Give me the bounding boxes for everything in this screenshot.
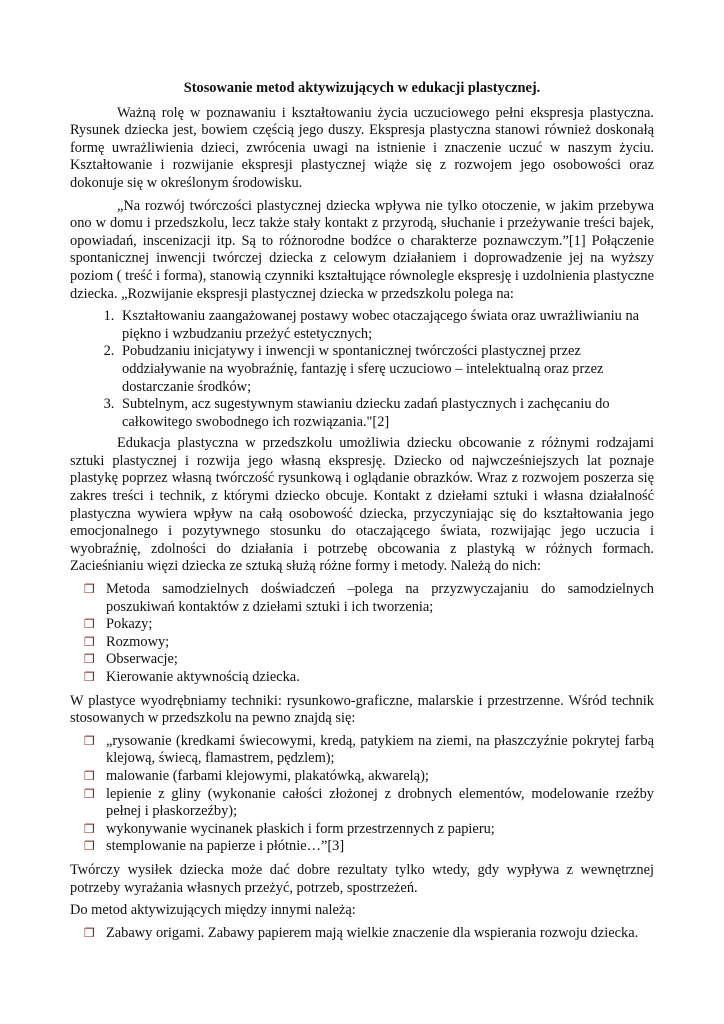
document-page xyxy=(70,80,654,948)
methods-list xyxy=(70,581,654,687)
checkbox-bullet-icon: ❒ xyxy=(84,634,95,649)
numbered-list-item: 2. Pobudzaniu inicjatywy i inwencji w spontanicznej twórczości plastycznej przez oddziaływanie na wyobraźnię, fantazję i sferę uczuciowo – intelektualną oraz przez dostarczanie środków; xyxy=(118,343,654,396)
checkbox-bullet-icon: ❒ xyxy=(84,768,95,783)
list-item xyxy=(70,821,654,839)
checkbox-bullet-icon: ❒ xyxy=(84,670,95,684)
list-item xyxy=(70,838,654,856)
list-item xyxy=(70,786,654,821)
list-item-text: Obserwacje; xyxy=(106,651,178,668)
list-item xyxy=(70,581,654,616)
list-item-text: Rozmowy; xyxy=(106,633,170,650)
checkbox-bullet-icon: ❒ xyxy=(84,839,95,854)
list-item xyxy=(70,768,654,786)
list-item xyxy=(70,669,654,687)
checkbox-bullet-icon: ❒ xyxy=(84,733,95,748)
list-item xyxy=(70,733,654,768)
checkbox-bullet-icon: ❒ xyxy=(84,582,95,597)
list-item-text: malowanie (farbami klejowymi, plakatówką, akwarelą); xyxy=(106,767,429,784)
checkbox-bullet-icon: ❒ xyxy=(84,925,95,940)
list-item-text: Pokazy; xyxy=(106,616,153,633)
techniques-list xyxy=(70,733,654,856)
numbered-list xyxy=(70,308,654,431)
numbered-list-item: 1. Kształtowaniu zaangażowanej postawy wobec otaczającego świata oraz uwrażliwianiu na piękno i wzbudzaniu przeżyć estetycznych; xyxy=(118,308,654,343)
list-item xyxy=(70,925,654,943)
list-item-text: stemplowanie na papierze i płótnie…”[3] xyxy=(106,838,345,855)
list-item-text: Metoda samodzielnych doświadczeń –polega na przyzwyczajaniu do samodzielnych poszukiwań kontaktów z dziełami sztuki i ich tworzenia; xyxy=(106,581,654,615)
checkbox-bullet-icon: ❒ xyxy=(84,652,95,667)
list-item-text: lepienie z gliny (wykonanie całości złożonej z drobnych elementów, modelowanie rzeźby pełnej i płaskorzeźby); xyxy=(106,785,654,820)
paragraph-education: Edukacja plastyczna w przedszkolu umożliwia dziecku obcowanie z różnymi rodzajami sztuki plastycznej i rozwija jego własną ekspresję. Dziecko od najwcześniejszych lat poznaje plastykę poprzez własną twórczość rysunkową i oglądanie obrazków. Wraz z rozwojem poszerza się zakres treści i technik, z którymi dziecko obcuje. Kontakt z dziełami sztuki i własna działalność plastyczna wywiera wpływ na całą osobowość dziecka, przyczyniając się do kształtowania jego emocjonalnego i pozytywnego stosunku do otaczającego świata, rozwijając jego uczucia i wyobraźnię, zdolności do działania i potrzebę obcowania z plastyką w różnych formach. Zacieśnianiu więzi dziecka ze sztuką służą różne formy i metody. Należą do nich: xyxy=(70,435,654,575)
numbered-list-item: 3. Subtelnym, acz sugestywnym stawianiu dziecku zadań plastycznych i zachęcaniu do całkowitego swobodnego ich rozwiązania."[2] xyxy=(118,396,654,431)
paragraph-techniques: W plastyce wyodrębniamy techniki: rysunkowo-graficzne, malarskie i przestrzenne. Wśród technik stosowanych w przedszkolu na pewno znajdą się: xyxy=(70,692,654,727)
checkbox-bullet-icon: ❒ xyxy=(84,821,95,836)
list-item-text: Zabawy origami. Zabawy papierem mają wielkie znaczenie dla wspierania rozwoju dziecka. xyxy=(106,924,639,941)
list-item xyxy=(70,634,654,652)
paragraph-effort: Twórczy wysiłek dziecka może dać dobre rezultaty tylko wtedy, gdy wypływa z wewnętrznej potrzeby wyrażania własnych przeżyć, potrzeb, spostrzeżeń. xyxy=(70,861,654,896)
paragraph-development: „Na rozwój twórczości plastycznej dziecka wpływa nie tylko otoczenie, w jakim przebywa ono w domu i przedszkolu, lecz także stały kontakt z przyrodą, słuchanie i przeżywanie treści bajek, opowiadań, inscenizacji itp. Są to różnorodne bodźce o charakterze poznawczym.”[1] Połączenie spontanicznej inwencji twórczej dziecka z celowym działaniem i doprowadzenie jej na wyższy poziom ( treść i forma), stanowią czynniki kształtujące równolegle ekspresję i uzdolnienia plastyczne dziecka. „Rozwijanie ekspresji plastycznej dziecka w przedszkolu polega na: xyxy=(70,197,654,302)
list-item-text: „rysowanie (kredkami świecowymi, kredą, patykiem na ziemi, na płaszczyźnie pokrytej farbą klejową, świecą, flamastrem, pędzlem); xyxy=(106,732,654,767)
paragraph-activating-methods: Do metod aktywizujących między innymi należą: xyxy=(70,902,356,919)
list-item-text: Kierowanie aktywnością dziecka. xyxy=(106,669,300,685)
list-item xyxy=(70,651,654,669)
paragraph-intro: Ważną rolę w poznawaniu i kształtowaniu życia uczuciowego pełni ekspresja plastyczna. Rysunek dziecka jest, bowiem częścią jego duszy. Ekspresja plastyczna stanowi również doskonałą formę uwrażliwienia dzieci, zwrócenia uwagi na istnienie i znaczenie uczuć w naszym życiu. Kształtowanie i rozwijanie ekspresji plastycznej wiąże się z rozwojem jego osobowości oraz dokonuje się w określonym środowisku. xyxy=(70,104,654,191)
activating-methods-list xyxy=(70,925,654,943)
checkbox-bullet-icon: ❒ xyxy=(84,786,95,801)
checkbox-bullet-icon: ❒ xyxy=(84,617,95,632)
list-item xyxy=(70,616,654,634)
document-title: Stosowanie metod aktywizujących w edukacji plastycznej. xyxy=(183,80,541,96)
list-item-text: wykonywanie wycinanek płaskich i form przestrzennych z papieru; xyxy=(106,820,495,837)
